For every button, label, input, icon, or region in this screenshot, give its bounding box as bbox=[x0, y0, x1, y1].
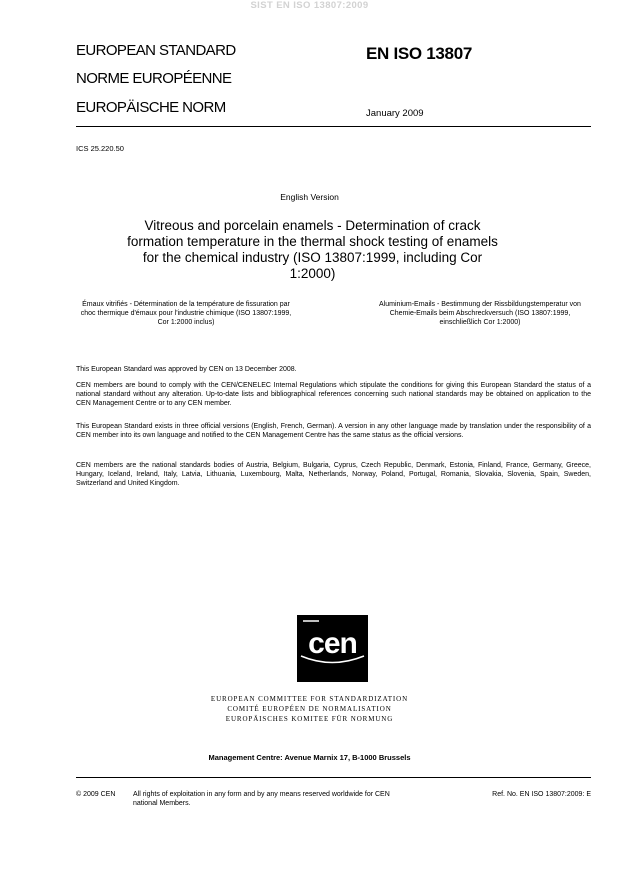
cen-caption-fr: COMITÉ EUROPÉEN DE NORMALISATION bbox=[227, 705, 392, 713]
ics-code: ICS 25.220.50 bbox=[76, 144, 124, 153]
cen-caption-de: EUROPÄISCHES KOMITEE FÜR NORMUNG bbox=[225, 715, 394, 723]
watermark: SIST EN ISO 13807:2009 bbox=[250, 0, 369, 11]
cen-logo-text: cen bbox=[308, 627, 357, 660]
cen-logo-graphic bbox=[297, 615, 368, 682]
document-title: Vitreous and porcelain enamels - Determination of crack formation temperature in the thermal shock testing of enamels for the chemical industry (ISO 13807:1999, including Cor 1:2000) bbox=[127, 218, 498, 281]
footer-divider bbox=[76, 777, 591, 778]
footer-copyright: © 2009 CEN bbox=[76, 791, 116, 798]
subtitle-german: Aluminium-Emails - Bestimmung der Rissbildungstemperatur von Chemie-Emails beim Abschreckversuch (ISO 13807:1999, einschließlich Cor 1:2000) bbox=[379, 301, 581, 326]
subtitle-french: Émaux vitrifiés - Détermination de la température de fissuration par choc thermique d'émaux pour l'industrie chimique (ISO 13807:1999, Cor 1:2000 inclus) bbox=[80, 301, 292, 326]
standard-number: EN ISO 13807 bbox=[366, 44, 473, 63]
cen-caption-en: EUROPEAN COMMITTEE FOR STANDARDIZATION bbox=[210, 695, 409, 703]
version-label: English Version bbox=[280, 192, 339, 202]
compliance-paragraph: CEN members are bound to comply with the CEN/CENELEC Internal Regulations which stipulate the conditions for giving this European Standard the status of a national standard without any alteration. Up-to-date lists and bibliographical references concerning such national standards may be obtained on application to the CEN Management Centre or to any CEN member. bbox=[76, 382, 591, 407]
footer-rights: All rights of exploitation in any form and by any means reserved worldwide for CEN national Members. bbox=[133, 791, 390, 807]
members-paragraph: CEN members are the national standards bodies of Austria, Belgium, Bulgaria, Cyprus, Czech Republic, Denmark, Estonia, Finland, France, Germany, Greece, Hungary, Iceland, Ireland, Italy, Latvia, Lithuania, Luxembourg, Malta, Netherlands, Norway, Poland, Portugal, Romania, Slovakia, Slovenia, Spain, Sweden, Switzerland and United Kingdom. bbox=[76, 462, 591, 487]
header-line-en: EUROPEAN STANDARD bbox=[76, 42, 236, 59]
header-divider bbox=[76, 126, 591, 127]
approval-paragraph: This European Standard was approved by CEN on 13 December 2008. bbox=[76, 366, 297, 373]
management-centre: Management Centre: Avenue Marnix 17, B-1000 Brussels bbox=[208, 753, 411, 762]
footer-reference: Ref. No. EN ISO 13807:2009: E bbox=[492, 791, 591, 798]
versions-paragraph: This European Standard exists in three official versions (English, French, German). A version in any other language made by translation under the responsibility of a CEN member into its own language and notified to the CEN Management Centre has the same status as the official versions. bbox=[76, 423, 591, 439]
publication-date: January 2009 bbox=[366, 108, 424, 119]
header-line-fr: NORME EUROPÉENNE bbox=[76, 70, 232, 87]
header-line-de: EUROPÄISCHE NORM bbox=[76, 99, 226, 116]
cen-logo bbox=[297, 615, 368, 682]
